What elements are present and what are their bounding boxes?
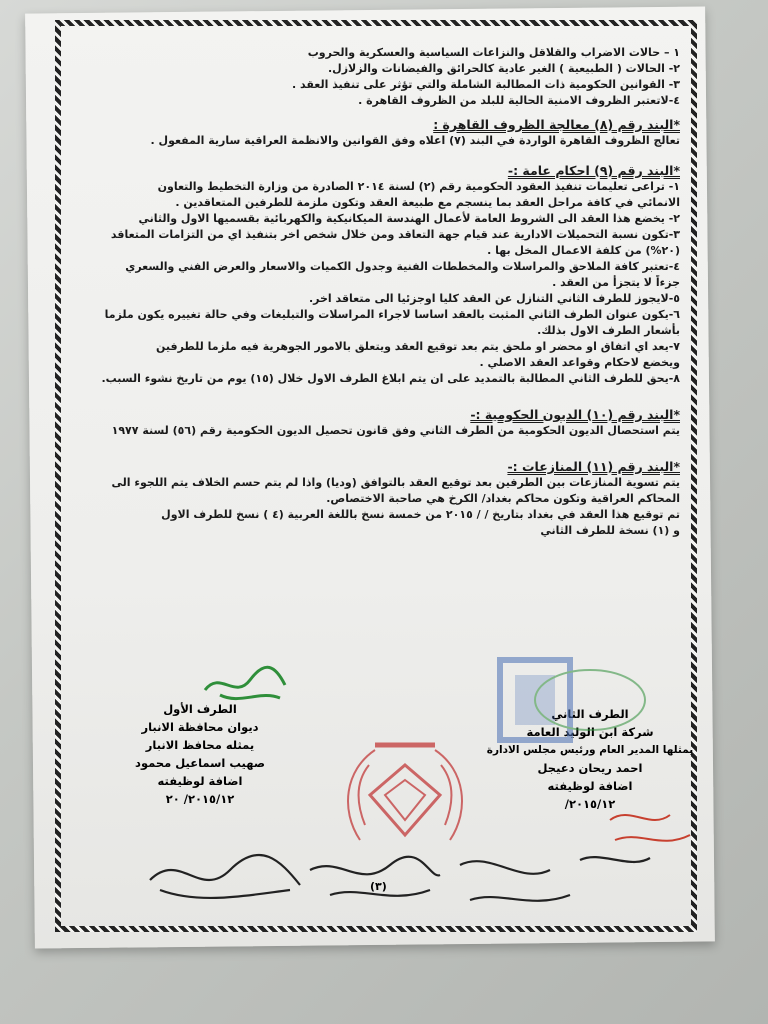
clause-10-heading: *البند رقم (١٠) الديون الحكومية :- xyxy=(470,407,680,422)
list-item: ٢- الحالات ( الطبيعية ) الغير عادية كالحرائق والفيضانات والزلازل. xyxy=(327,62,680,75)
handwritten-annotation xyxy=(600,800,700,860)
page-number: (٣) xyxy=(370,880,387,893)
clause-9-line: ويخضع لاحكام وقواعد العقد الاصلي . xyxy=(479,356,680,369)
clause-9-line: جزءاً لا يتجزأ من العقد . xyxy=(552,276,680,289)
clause-8-heading: *البند رقم (٨) معالجة الظروف القاهرة : xyxy=(433,117,680,132)
bottom-signatures xyxy=(140,830,660,920)
clause-9-line: ١- تراعى تعليمات تنفيذ العقود الحكومية رقم (٢) لسنة ٢٠١٤ الصادرة من وزارة التخطيط والتعاون xyxy=(157,180,680,193)
party-first-block xyxy=(95,700,305,808)
clause-10-text: يتم استحصال الديون الحكومية من الطرف الثاني وفق قانون تحصيل الديون الحكومية رقم (٥٦) لسنة ١٩٧٧ xyxy=(111,424,680,437)
clause-9-line: ٥-لايجوز للطرف الثاني التنازل عن العقد كليا اوجزئيا الى متعاقد اخر. xyxy=(308,292,680,305)
party-second-rep: يمثلها المدير العام ورئيس مجلس الادارة xyxy=(486,744,694,756)
list-item: ٣- القوانين الحكومية ذات المطالبة الشاملة والتي تؤثر على تنفيذ العقد . xyxy=(291,78,680,91)
party-second-org: شركة ابن الوليد العامة xyxy=(526,725,654,739)
clause-9-line: بأشعار الطرف الاول بذلك. xyxy=(537,324,680,337)
signing-statement: تم توقيع هذا العقد في بغداد بتاريخ / / ٢٠١٥ من خمسة نسخ باللغة العربية (٤ ) نسخ للطرف الاول xyxy=(161,508,680,521)
clause-9-line: ٨-يحق للطرف الثاني المطالبة بالتمديد على ان يتم ابلاغ الطرف الاول خلال (١٥) يوم من تاريخ نشوء السبب. xyxy=(101,372,680,385)
clause-9-line: الانمائي في كافة مراحل العقد بما ينسجم مع طبيعة العقد وتكون ملزمة للطرفين المتعاقدين . xyxy=(175,196,680,209)
force-majeure-list xyxy=(80,45,680,109)
party-second-title: الطرف الثاني xyxy=(551,707,629,721)
party-first-title: الطرف الأول xyxy=(163,702,237,716)
party-second-role: اضافة لوظيفته xyxy=(547,779,633,793)
clause-9-line: ٤-تعتبر كافة الملاحق والمراسلات والمخططات الفنية وجدول الكميات والاسعار والعرض الفني والسعري xyxy=(125,260,680,273)
clause-9-heading: *البند رقم (٩) احكام عامة :- xyxy=(507,163,680,178)
party-first-role: اضافة لوظيفته xyxy=(157,774,243,788)
party-second-name: احمد ريحان دعيجل xyxy=(537,761,643,775)
list-item: ١ – حالات الاضراب والقلاقل والنزاعات السياسية والعسكرية والحروب xyxy=(307,46,680,59)
clause-9-line: ٦-يكون عنوان الطرف الثاني المثبت بالعقد اساسا لاجراء المراسلات والتبليغات وفي حالة تغييره يكون ملزما xyxy=(104,308,680,321)
clause-11-heading: *البند رقم (١١) المنازعات :- xyxy=(507,459,680,474)
company-stamp xyxy=(480,640,650,750)
clause-11-line: المحاكم العراقية وتكون محاكم بغداد/ الكرخ هي صاحبة الاختصاص. xyxy=(326,492,680,505)
clause-9-line: ٣-تكون نسبة التحميلات الادارية عند قيام جهة التعاقد ومن خلال شخص اخر بتنفيذ اي من التزامات المتعاقد xyxy=(110,228,680,241)
party-second-date: ٢٠١٥/١٢/ xyxy=(564,797,616,811)
clause-11-line: يتم تسوية المنازعات بين الطرفين بعد توقيع العقد بالتوافق (وديا) واذا لم يتم حسم الخلاف يتم اللجوء الى xyxy=(111,476,680,489)
signing-statement: و (١) نسخة للطرف الثاني xyxy=(540,524,680,537)
green-signature xyxy=(200,660,290,710)
party-first-rep: يمثله محافظ الانبار xyxy=(145,738,255,752)
party-first-date: ٢٠١٥/١٢/ ٢٠ xyxy=(165,792,235,806)
list-item: ٤-لاتعتبر الظروف الامنية الحالية للبلد من الظروف القاهرة . xyxy=(358,94,680,107)
clause-9-line: ٢- يخضع هذا العقد الى الشروط العامة لأعمال الهندسة الميكانيكية والكهربائية بقسميها الاول والثاني xyxy=(138,212,680,225)
party-first-name: صهيب اسماعيل محمود xyxy=(135,756,265,770)
clause-8-text: تعالج الظروف القاهرة الواردة في البند (٧) اعلاه وفق القوانين والانظمة العراقية سارية المفعول . xyxy=(150,134,680,147)
clause-9-line: (٢٠%) من كلفة الاعمال المخل بها . xyxy=(487,244,680,257)
clause-9-line: ٧-يعد اي اتفاق او محضر او ملحق يتم بعد توقيع العقد ويتعلق بالامور الجوهرية فيه ملزما للطرفين xyxy=(156,340,680,353)
party-first-org: ديوان محافظة الانبار xyxy=(141,720,259,734)
